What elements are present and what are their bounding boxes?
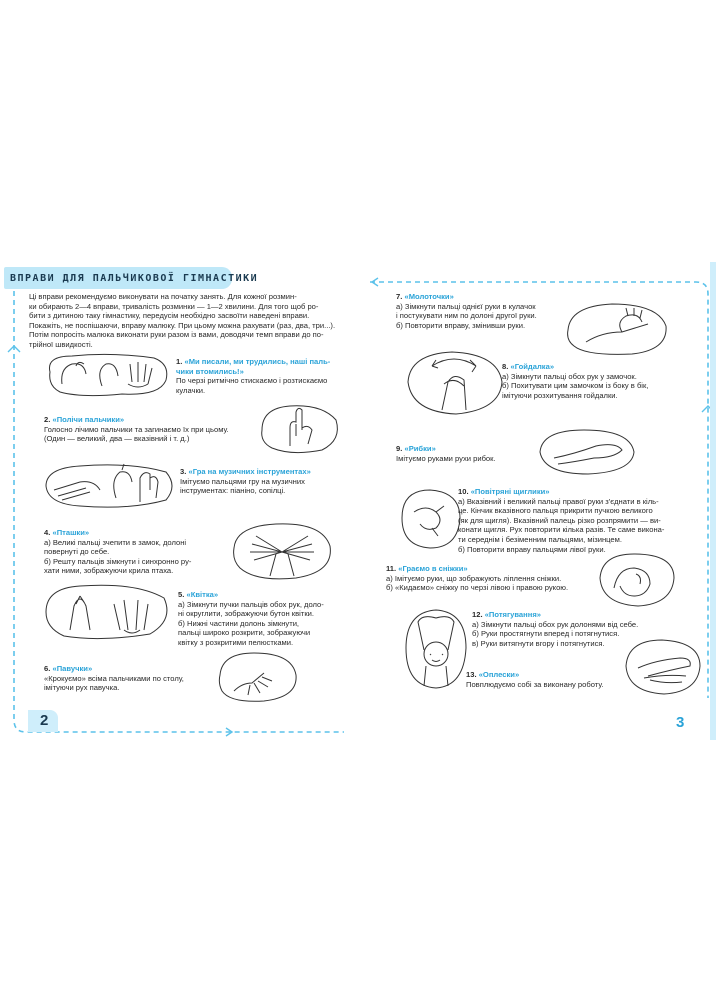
- flower-hands-illustration: [40, 580, 174, 642]
- counting-finger-illustration: [256, 400, 344, 458]
- left-page: [4, 262, 356, 740]
- fish-hands-illustration: [534, 424, 638, 478]
- page-number-left: 2: [40, 712, 49, 729]
- swing-hands-illustration: [402, 346, 506, 418]
- exercise-5: 5. «Квітка» а) Зімкнути пучки пальців обох рук, доло- ні округлити, зображуючи бутон квітки. б) Нижні частини долонь зімкнути, пальці широко розкрити, зображуючи квітку з розкритими пелюстками.: [178, 590, 324, 647]
- spider-hand-illustration: [214, 647, 302, 705]
- stretching-child-illustration: [398, 602, 474, 692]
- exercise-2: 2. «Полічи пальчики» Голосно лічимо пальчики та загинаємо їх при цьому. (Один — великий, два — вказівний і т. д.): [44, 415, 229, 444]
- exercise-12: 12. «Потягування» а) Зімкнути пальці обох рук долонями від себе. б) Руки простягнути вперед і потягнутися. в) Руки витягнути вгору і потягнутися.: [472, 610, 639, 648]
- exercise-11: 11. «Граємо в сніжки» а) Імітуємо руки, що зображують ліплення сніжки. б) «Кидаємо» сніжку по черзі лівою і правою рукою.: [386, 564, 569, 593]
- clapping-hands-illustration: [620, 634, 706, 698]
- flick-hand-illustration: [396, 484, 466, 554]
- exercise-3: 3. «Гра на музичних інструментах» Імітуємо пальцями гру на музичних інструментах: піаніно, сопілці.: [180, 467, 311, 496]
- bird-hands-illustration: [226, 518, 338, 584]
- exercise-13: 13. «Оплески» Повплюдуємо собі за виконану роботу.: [466, 670, 604, 689]
- hammer-hands-illustration: [562, 298, 672, 358]
- exercise-6: 6. «Павучки» «Крокуємо» всіма пальчиками по столу, імітуючи рух павучка.: [44, 664, 184, 693]
- exercise-8: 8. «Гойдалка» а) Зімкнути пальці обох рук у замочок. б) Похитувати цим замочком із боку в бік, імітуючи розхитування гойдалки.: [502, 362, 649, 400]
- right-page: [366, 262, 716, 740]
- section-title: ВПРАВИ ДЛЯ ПАЛЬЧИКОВОЇ ГІМНАСТИКИ: [10, 273, 259, 284]
- snowball-hands-illustration: [594, 548, 680, 610]
- playing-instruments-illustration: [40, 460, 180, 512]
- exercise-9: 9. «Рибки» Імітуємо руками рухи рибок.: [396, 444, 496, 463]
- page-number-right: 3: [676, 714, 685, 731]
- exercise-1: 1. «Ми писали, ми трудились, наші паль- чики втомились!» По черзі ритмічно стискаємо і розтискаємо кулачки.: [176, 357, 331, 395]
- intro-text: Ці вправи рекомендуємо виконувати на початку занять. Для кожної розмин- ки обирають 2—4 вправи, тривалість розминки — 1—2 хвилини. Для того щоб ро- бити з дитиною таку гімнастику, передусім необхідно засвоїти наведені вправи. Покажіть, не поспішаючи, вправу малюку. При цьому можна рахувати (раз, два, три...). Потім попросіть малюка виконати руки разом із вами, доводячи темп вправи до по- трійної швидкості.: [29, 292, 336, 349]
- exercise-7: 7. «Молоточки» а) Зімкнути пальці однієї руки в кулачок і постукувати ним по долоні другої руки. б) Повторити вправу, змінивши руки.: [396, 292, 537, 330]
- exercise-10: 10. «Повітряні щиглики» а) Вказівний і великий пальці правої руки з'єднати в кіль- це. Кінчик вказівного пальця прикрити пучкою великого (як для щигля). Вказівний палець різко розпрямити — ви- конати щигля. Рух повторити кілька разів. Те саме викона- ти середнім і безіменним пальцями, мізинцем. б) Повторити вправу пальцями лівої руки.: [458, 487, 665, 554]
- exercise-4: 4. «Пташки» а) Великі пальці зчепити в замок, долоні повернуті до себе. б) Решту пальців зімкнути і синхронно ру- хати ними, зображуючи крила птаха.: [44, 528, 192, 576]
- hands-fists-illustration: [42, 350, 172, 400]
